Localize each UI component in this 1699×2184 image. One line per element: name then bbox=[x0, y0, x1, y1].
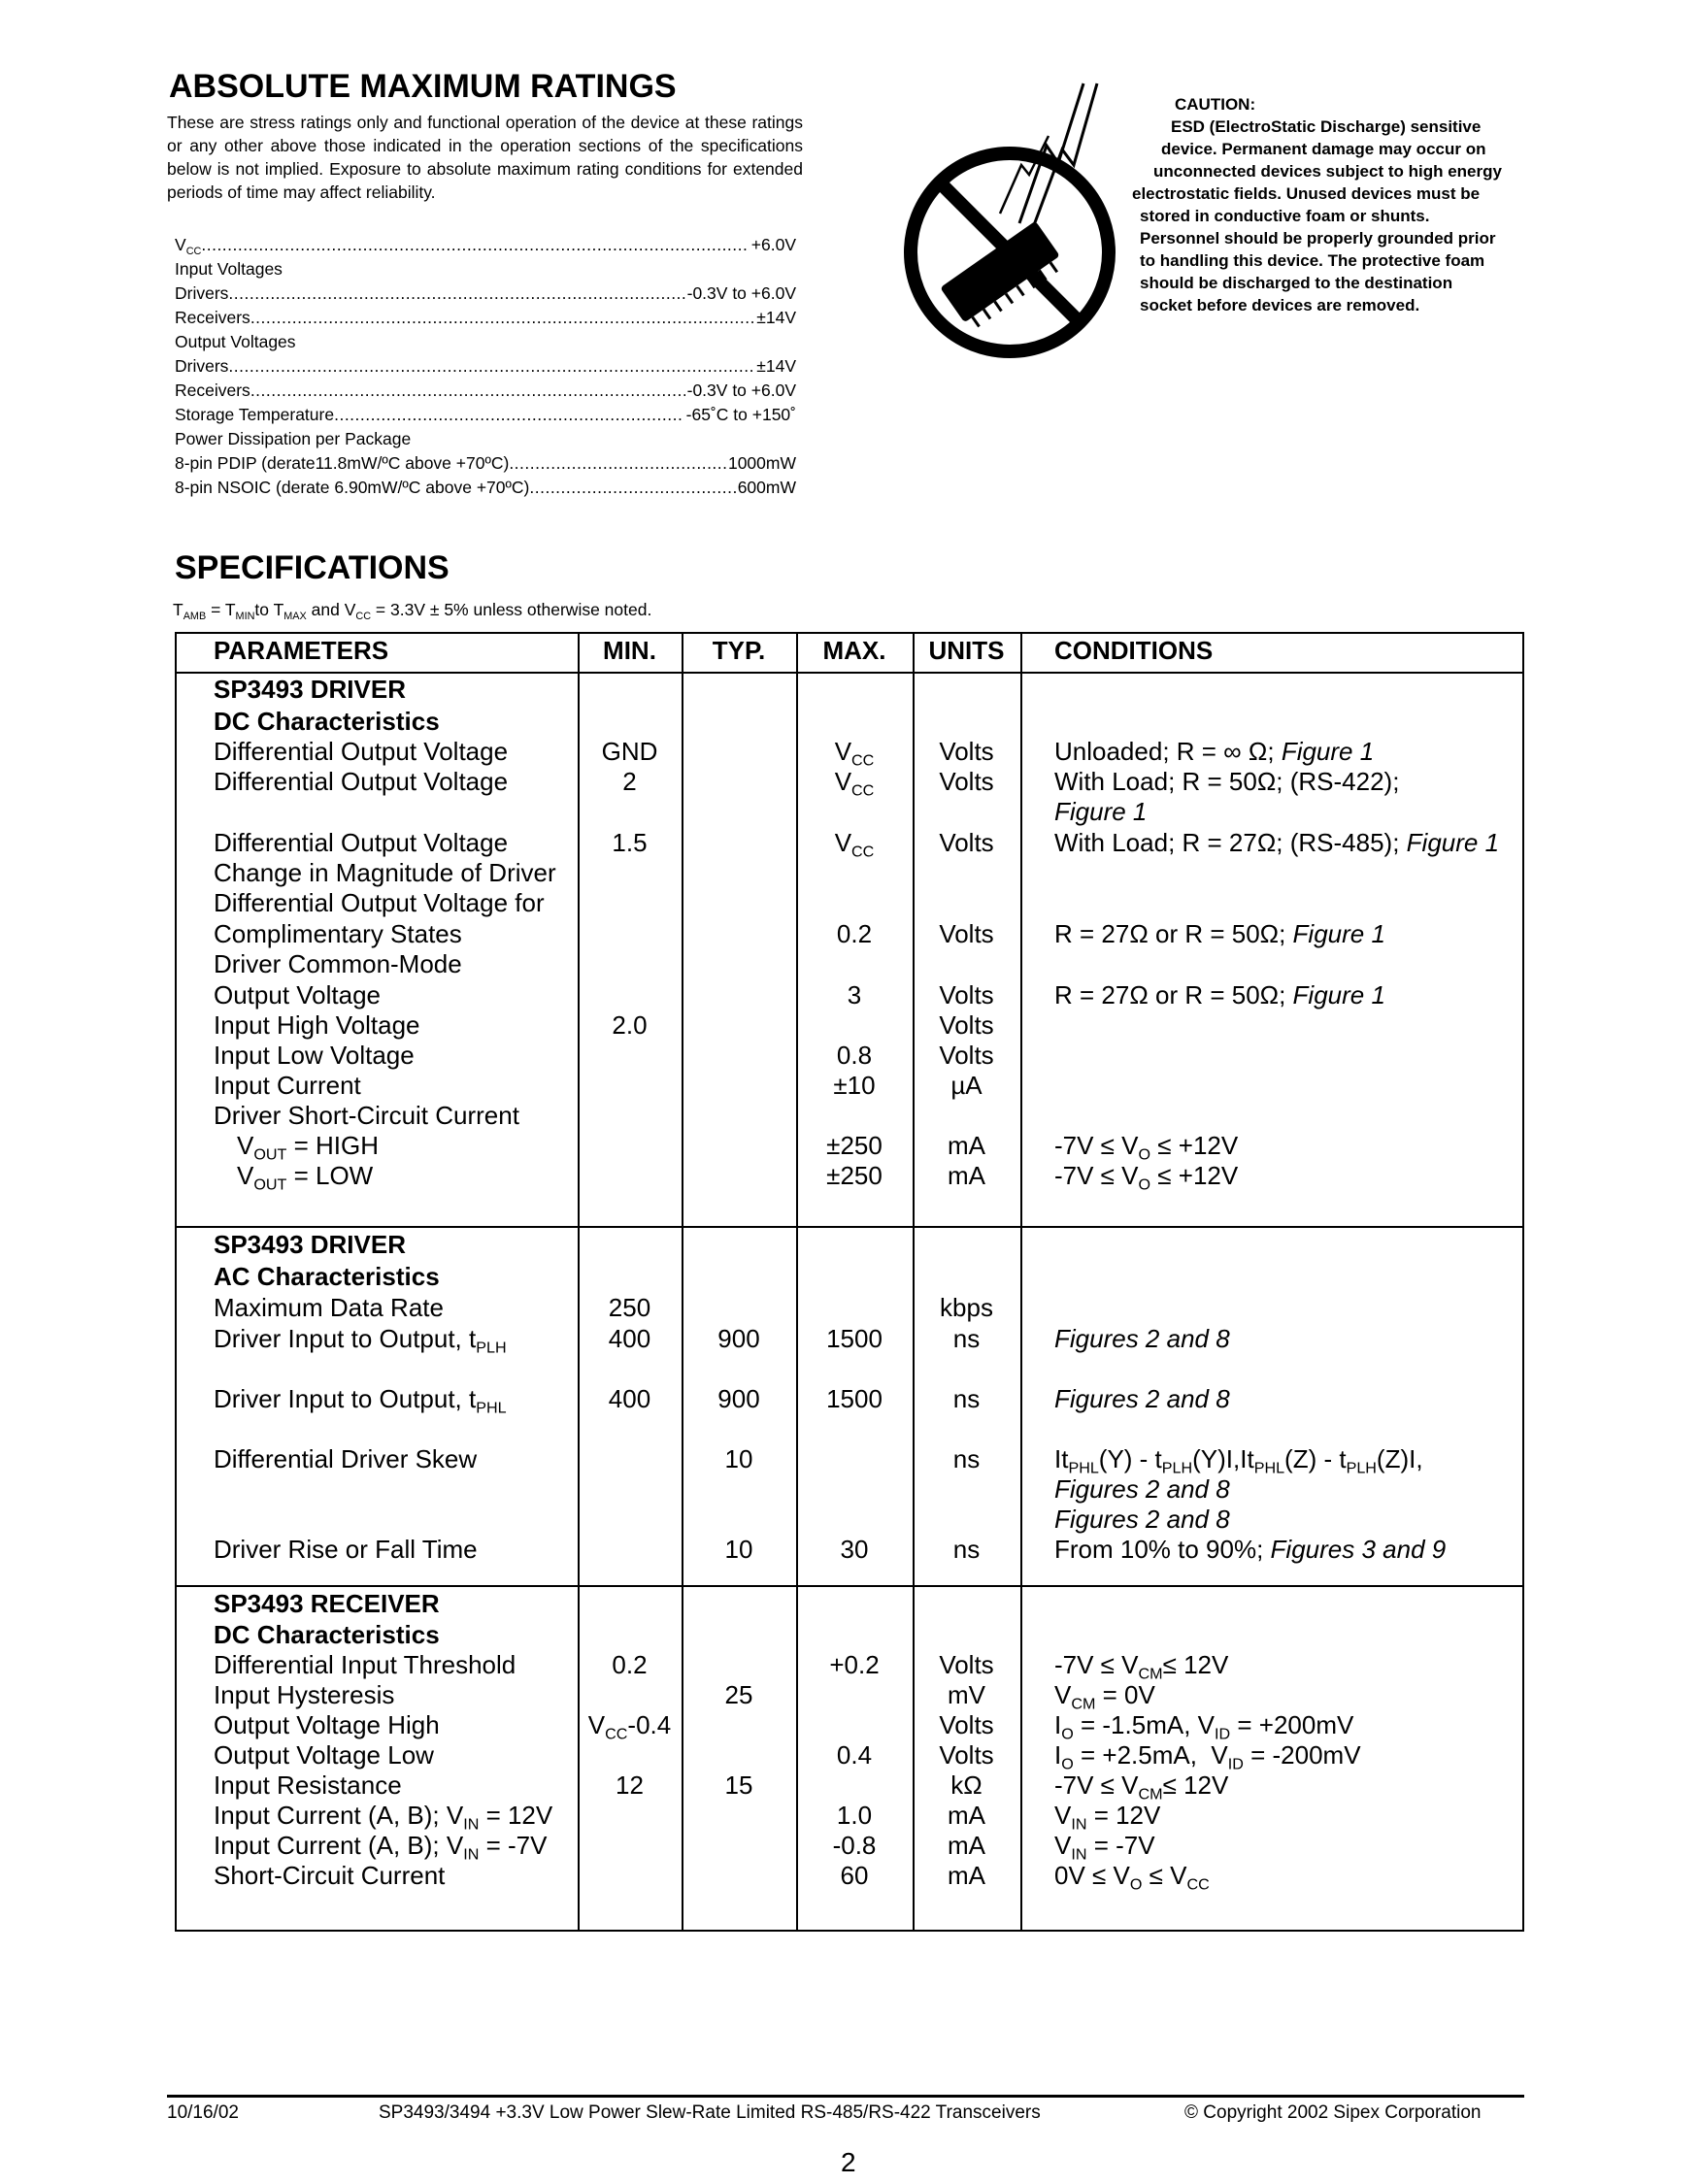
unit-value: ns bbox=[952, 1384, 981, 1413]
caution-line: device. Permanent damage may occur on bbox=[1161, 140, 1486, 158]
rating-label: 8-pin NSOIC (derate 6.90mW/ºC above +70ºC) bbox=[175, 478, 530, 497]
condition-sub: O bbox=[1138, 1145, 1151, 1164]
condition-sub: ID bbox=[1215, 1725, 1231, 1743]
condition-sub: CC bbox=[1186, 1875, 1210, 1894]
ratings-intro: These are stress ratings only and functional operation of the device at these ratings or any other above those indicated in the operation sections of the specifications below is not implied. Exposure to absolute maximum rating conditions for extended periods of time may affect reliability. bbox=[167, 113, 803, 202]
param-sub: OUT bbox=[253, 1145, 287, 1164]
unit-value: Volts bbox=[939, 1710, 994, 1739]
max-value: 1500 bbox=[826, 1384, 883, 1413]
condition bbox=[1054, 1680, 1155, 1713]
condition-text: It bbox=[1054, 1444, 1069, 1473]
param-sub: PLH bbox=[476, 1339, 507, 1357]
condition-sub: IN bbox=[1071, 1845, 1087, 1864]
condition-sub: PHL bbox=[1068, 1459, 1099, 1477]
rating-row bbox=[175, 306, 796, 330]
param-name: Input High Voltage bbox=[214, 1010, 420, 1040]
condition-text: = -200mV bbox=[1243, 1740, 1361, 1770]
condition bbox=[1054, 1801, 1161, 1834]
condition-text: From 10% to 90%; bbox=[1054, 1535, 1271, 1564]
note-text: T bbox=[173, 600, 183, 619]
esd-caution bbox=[1132, 93, 1540, 316]
note-sub: MAX bbox=[283, 610, 307, 622]
param-name: Differential Output Voltage bbox=[214, 828, 509, 857]
param-text: Input Current (A, B); V bbox=[214, 1831, 464, 1860]
row-divider bbox=[177, 1585, 1522, 1587]
param-name bbox=[214, 1384, 507, 1417]
header-min: MIN. bbox=[603, 636, 656, 665]
min-text: V bbox=[587, 1710, 606, 1739]
condition: Figures 2 and 8 bbox=[1054, 1324, 1230, 1353]
rating-row bbox=[175, 451, 796, 476]
rating-vcc bbox=[175, 233, 796, 257]
condition-text: V bbox=[1054, 1680, 1072, 1709]
condition-sub: O bbox=[1061, 1755, 1074, 1773]
condition-text: = +200mV bbox=[1230, 1710, 1354, 1739]
condition-text: ≤ V bbox=[1142, 1861, 1187, 1890]
max-value bbox=[796, 828, 913, 861]
param-name: Maximum Data Rate bbox=[214, 1293, 444, 1322]
section-title: SP3493 DRIVER bbox=[214, 675, 406, 704]
max-value: 0.4 bbox=[836, 1740, 873, 1770]
max-value bbox=[796, 737, 913, 770]
condition bbox=[1054, 1710, 1354, 1743]
param-name: Output Voltage Low bbox=[214, 1740, 434, 1770]
unit-value: mA bbox=[948, 1161, 985, 1190]
rating-label: Receivers bbox=[175, 308, 250, 327]
condition-text: -7V ≤ V bbox=[1054, 1650, 1139, 1679]
ratings-title: ABSOLUTE MAXIMUM RATINGS bbox=[169, 68, 677, 105]
max-sub: CC bbox=[851, 843, 875, 861]
condition bbox=[1054, 980, 1385, 1010]
typ-value: 10 bbox=[724, 1444, 753, 1473]
condition-text: I bbox=[1054, 1740, 1062, 1770]
min-value: 2 bbox=[622, 767, 637, 796]
param-name: Input Low Voltage bbox=[214, 1041, 415, 1070]
max-value bbox=[796, 767, 913, 800]
max-value: ±10 bbox=[833, 1071, 876, 1100]
note-sub: CC bbox=[355, 610, 372, 622]
rating-value: -0.3V to +6.0V bbox=[686, 283, 796, 303]
param-sub: OUT bbox=[253, 1175, 287, 1194]
rating-value: +6.0V bbox=[750, 235, 796, 254]
min-value: 2.0 bbox=[612, 1010, 648, 1040]
rating-row bbox=[175, 403, 796, 427]
param-sub: IN bbox=[463, 1815, 480, 1834]
param-text: Driver Input to Output, t bbox=[214, 1384, 477, 1413]
specs-note bbox=[173, 600, 651, 620]
header-units: UNITS bbox=[928, 636, 1005, 665]
unit-value: Volts bbox=[939, 1041, 994, 1070]
unit-value: Volts bbox=[939, 1740, 994, 1770]
condition-text: ≤ +12V bbox=[1150, 1131, 1239, 1160]
condition-text: (Z)I, bbox=[1376, 1444, 1423, 1473]
unit-value: Volts bbox=[939, 828, 994, 857]
param-text: = 12V bbox=[479, 1801, 553, 1830]
condition-text: 0V ≤ V bbox=[1054, 1861, 1130, 1890]
unit-value: mA bbox=[948, 1831, 985, 1860]
max-value: ±250 bbox=[826, 1161, 883, 1190]
condition-ref: Figures 3 and 9 bbox=[1270, 1535, 1447, 1564]
condition-text: -7V ≤ V bbox=[1054, 1770, 1139, 1800]
min-value bbox=[578, 1710, 682, 1743]
caution-line: should be discharged to the destination bbox=[1140, 274, 1453, 292]
condition bbox=[1054, 919, 1385, 949]
param-name: Change in Magnitude of Driver bbox=[214, 858, 556, 887]
condition bbox=[1054, 1650, 1229, 1683]
note-sub: AMB bbox=[183, 610, 207, 622]
note-text: and V bbox=[306, 600, 356, 619]
rating-label: Receivers bbox=[175, 381, 250, 400]
max-text: V bbox=[834, 828, 852, 857]
condition-text: Unloaded; R = ∞ Ω; bbox=[1054, 737, 1282, 766]
unit-value: ns bbox=[952, 1535, 981, 1564]
footer-date: 10/16/02 bbox=[167, 2102, 239, 2123]
unit-value: ns bbox=[952, 1324, 981, 1353]
param-text: Driver Input to Output, t bbox=[214, 1324, 477, 1353]
rating-row bbox=[175, 354, 796, 379]
rating-label: Drivers bbox=[175, 356, 229, 376]
min-value: 12 bbox=[616, 1770, 644, 1800]
param-name: Differential Output Voltage bbox=[214, 767, 509, 796]
param-sub: PHL bbox=[476, 1399, 507, 1417]
header-conditions: CONDITIONS bbox=[1054, 636, 1214, 665]
condition bbox=[1054, 1161, 1239, 1194]
condition: Figures 2 and 8 bbox=[1054, 1384, 1230, 1413]
max-value: 0.2 bbox=[836, 919, 873, 948]
header-typ: TYP. bbox=[712, 636, 766, 665]
param-text: = HIGH bbox=[286, 1131, 379, 1160]
note-text: = 3.3V ± 5% unless otherwise noted. bbox=[371, 600, 652, 619]
param-name bbox=[237, 1161, 374, 1194]
unit-value: mA bbox=[948, 1131, 985, 1160]
param-name bbox=[214, 1324, 507, 1357]
max-value: 60 bbox=[840, 1861, 869, 1890]
condition-text: I bbox=[1054, 1710, 1062, 1739]
condition bbox=[1054, 1131, 1239, 1164]
condition-text: With Load; R = 27Ω; (RS-485); bbox=[1054, 828, 1407, 857]
rating-label: Storage Temperature bbox=[175, 405, 335, 424]
caution-line: unconnected devices subject to high energy bbox=[1153, 162, 1502, 181]
section-subtitle: AC Characteristics bbox=[214, 1262, 440, 1291]
typ-value: 15 bbox=[724, 1770, 753, 1800]
max-value: +0.2 bbox=[829, 1650, 880, 1679]
column-divider bbox=[682, 634, 683, 1930]
condition-ref: Figures 2 and 8 bbox=[1054, 1474, 1230, 1504]
condition-ref: Figure 1 bbox=[1054, 797, 1148, 826]
min-value: GND bbox=[601, 737, 658, 766]
param-name: Driver Common-Mode bbox=[214, 949, 462, 978]
param-name: Differential Driver Skew bbox=[214, 1444, 478, 1473]
condition bbox=[1054, 1740, 1361, 1773]
rating-value: ±14V bbox=[756, 308, 796, 327]
param-text: V bbox=[237, 1131, 254, 1160]
condition-text: V bbox=[1054, 1831, 1072, 1860]
param-text: V bbox=[237, 1161, 254, 1190]
typ-value: 900 bbox=[717, 1384, 760, 1413]
column-divider bbox=[1020, 634, 1022, 1930]
row-divider bbox=[177, 1226, 1522, 1228]
rating-heading: Output Voltages bbox=[175, 332, 296, 351]
param-name: Input Hysteresis bbox=[214, 1680, 395, 1709]
unit-value: mA bbox=[948, 1861, 985, 1890]
ratings-list bbox=[175, 233, 796, 500]
min-value: 250 bbox=[608, 1293, 651, 1322]
param-name: Output Voltage bbox=[214, 980, 382, 1009]
rating-label: 8-pin PDIP (derate11.8mW/ºC above +70ºC) bbox=[175, 453, 510, 473]
footer-document-title: SP3493/3494 +3.3V Low Power Slew-Rate Limited RS-485/RS-422 Transceivers bbox=[379, 2102, 1041, 2123]
page-number: 2 bbox=[841, 2147, 856, 2177]
param-name bbox=[214, 1801, 553, 1834]
condition-text: = 12V bbox=[1086, 1801, 1161, 1830]
condition bbox=[1054, 1770, 1228, 1801]
max-text: V bbox=[834, 737, 852, 766]
min-value: 400 bbox=[608, 1324, 651, 1353]
param-name: Short-Circuit Current bbox=[214, 1861, 446, 1890]
max-value: 30 bbox=[840, 1535, 869, 1564]
condition-sub: O bbox=[1138, 1175, 1151, 1194]
row-divider bbox=[177, 672, 1522, 674]
rating-label-sub: CC bbox=[185, 245, 202, 257]
param-text: Input Current (A, B); V bbox=[214, 1801, 464, 1830]
condition-sub: CM bbox=[1071, 1695, 1096, 1713]
condition-sub: O bbox=[1129, 1875, 1143, 1894]
max-value: -0.8 bbox=[832, 1831, 877, 1860]
param-name: Differential Input Threshold bbox=[214, 1650, 516, 1679]
param-name bbox=[214, 1831, 548, 1864]
condition-text: V bbox=[1054, 1801, 1072, 1830]
section-subtitle: DC Characteristics bbox=[214, 707, 440, 736]
unit-value: mA bbox=[948, 1801, 985, 1830]
condition bbox=[1054, 1444, 1423, 1477]
note-text: to T bbox=[254, 600, 284, 619]
condition bbox=[1054, 1535, 1446, 1565]
param-name: Output Voltage High bbox=[214, 1710, 440, 1739]
condition-text: = +2.5mA, V bbox=[1073, 1740, 1228, 1770]
note-sub: MIN bbox=[235, 610, 255, 622]
param-name: Complimentary States bbox=[214, 919, 462, 948]
unit-value: ns bbox=[952, 1444, 981, 1473]
condition-text: ≤ 12V bbox=[1162, 1650, 1229, 1679]
section-subtitle: DC Characteristics bbox=[214, 1620, 440, 1649]
unit-value: Volts bbox=[939, 737, 994, 766]
max-value: 1.0 bbox=[836, 1801, 873, 1830]
param-text: = -7V bbox=[479, 1831, 548, 1860]
min-value: 0.2 bbox=[612, 1650, 648, 1679]
unit-value: µA bbox=[950, 1071, 983, 1100]
unit-value: Volts bbox=[939, 1650, 994, 1679]
condition bbox=[1054, 828, 1499, 858]
condition: With Load; R = 50Ω; (RS-422); bbox=[1054, 767, 1400, 796]
min-sub: CC bbox=[605, 1725, 628, 1743]
caution-title: CAUTION: bbox=[1175, 95, 1256, 114]
rating-label: V bbox=[175, 235, 186, 254]
typ-value: 25 bbox=[724, 1680, 753, 1709]
param-name: Input Current bbox=[214, 1071, 361, 1100]
footer-copyright: © Copyright 2002 Sipex Corporation bbox=[1184, 2102, 1482, 2123]
rating-value: -0.3V to +6.0V bbox=[686, 381, 796, 400]
unit-value: Volts bbox=[939, 980, 994, 1009]
rating-row bbox=[175, 379, 796, 403]
rating-value: -65˚C to +150˚ bbox=[685, 405, 796, 424]
specifications-table bbox=[175, 632, 1524, 1932]
condition-sub: PHL bbox=[1253, 1459, 1285, 1477]
condition-ref: Figure 1 bbox=[1292, 919, 1385, 948]
rating-value: 600mW bbox=[737, 478, 796, 497]
rating-row bbox=[175, 476, 796, 500]
condition-text: (Z) - t bbox=[1284, 1444, 1347, 1473]
condition bbox=[1054, 1831, 1155, 1864]
min-text: -0.4 bbox=[627, 1710, 672, 1739]
caution-line: stored in conductive foam or shunts. bbox=[1140, 207, 1430, 225]
rating-row bbox=[175, 281, 796, 306]
condition-sub: CM bbox=[1138, 1665, 1163, 1683]
param-name: Differential Output Voltage bbox=[214, 737, 509, 766]
section-title: SP3493 RECEIVER bbox=[214, 1589, 440, 1618]
condition-text: R = 27Ω or R = 50Ω; bbox=[1054, 919, 1293, 948]
rating-heading: Input Voltages bbox=[175, 259, 283, 279]
max-text: V bbox=[834, 767, 852, 796]
condition-ref: Figure 1 bbox=[1406, 828, 1500, 857]
rating-value: ±14V bbox=[756, 356, 796, 376]
rating-heading: Power Dissipation per Package bbox=[175, 429, 412, 448]
condition-sub: IN bbox=[1071, 1815, 1087, 1834]
condition-text: R = 27Ω or R = 50Ω; bbox=[1054, 980, 1293, 1009]
caution-line: ESD (ElectroStatic Discharge) sensitive bbox=[1171, 117, 1482, 136]
unit-value: mV bbox=[948, 1680, 985, 1709]
condition-sub: ID bbox=[1227, 1755, 1244, 1773]
param-name: Differential Output Voltage for bbox=[214, 888, 545, 917]
condition-text: ≤ +12V bbox=[1150, 1161, 1239, 1190]
condition-text: = -1.5mA, V bbox=[1073, 1710, 1215, 1739]
condition-sub: CM bbox=[1138, 1785, 1163, 1803]
max-sub: CC bbox=[851, 751, 875, 770]
param-name: Driver Short-Circuit Current bbox=[214, 1101, 519, 1130]
condition-text: = 0V bbox=[1095, 1680, 1155, 1709]
condition-ref: Figure 1 bbox=[1281, 737, 1375, 766]
typ-value: 900 bbox=[717, 1324, 760, 1353]
caution-line: socket before devices are removed. bbox=[1140, 296, 1420, 314]
param-name: Input Resistance bbox=[214, 1770, 402, 1800]
condition-text: (Y) - t bbox=[1098, 1444, 1162, 1473]
header-parameters: PARAMETERS bbox=[214, 636, 389, 665]
condition-text: ≤ 12V bbox=[1162, 1770, 1229, 1800]
header-max: MAX. bbox=[822, 636, 886, 665]
note-text: = T bbox=[206, 600, 236, 619]
param-text: = LOW bbox=[286, 1161, 374, 1190]
max-value: 3 bbox=[847, 980, 862, 1009]
specs-title: SPECIFICATIONS bbox=[175, 549, 450, 586]
max-value: 1500 bbox=[826, 1324, 883, 1353]
section-title: SP3493 DRIVER bbox=[214, 1230, 406, 1259]
caution-line: to handling this device. The protective foam bbox=[1140, 251, 1485, 270]
footer-rule bbox=[167, 2095, 1524, 2098]
param-name bbox=[237, 1131, 379, 1164]
rating-value: 1000mW bbox=[727, 453, 796, 473]
condition bbox=[1054, 737, 1374, 767]
condition bbox=[1054, 1861, 1210, 1894]
caution-line: electrostatic fields. Unused devices must be bbox=[1132, 184, 1481, 203]
param-name: Driver Rise or Fall Time bbox=[214, 1535, 478, 1564]
condition-ref: Figures 2 and 8 bbox=[1054, 1505, 1230, 1534]
param-sub: IN bbox=[463, 1845, 480, 1864]
condition-text: = -7V bbox=[1086, 1831, 1155, 1860]
condition-text: -7V ≤ V bbox=[1054, 1131, 1139, 1160]
unit-value: kΩ bbox=[950, 1770, 983, 1800]
min-value: 1.5 bbox=[612, 828, 648, 857]
typ-value: 10 bbox=[724, 1535, 753, 1564]
condition-sub: PLH bbox=[1161, 1459, 1193, 1477]
rating-label: Drivers bbox=[175, 283, 229, 303]
condition-sub: PLH bbox=[1346, 1459, 1377, 1477]
condition-sub: O bbox=[1061, 1725, 1074, 1743]
min-value: 400 bbox=[608, 1384, 651, 1413]
caution-line: Personnel should be properly grounded prior bbox=[1140, 229, 1496, 248]
condition-text: -7V ≤ V bbox=[1054, 1161, 1139, 1190]
max-value: 0.8 bbox=[836, 1041, 873, 1070]
unit-value: Volts bbox=[939, 919, 994, 948]
unit-value: Volts bbox=[939, 1010, 994, 1040]
max-sub: CC bbox=[851, 781, 875, 800]
unit-value: kbps bbox=[940, 1293, 993, 1322]
max-value: ±250 bbox=[826, 1131, 883, 1160]
condition-ref: Figure 1 bbox=[1292, 980, 1385, 1009]
unit-value: Volts bbox=[939, 767, 994, 796]
condition-text: (Y)I,It bbox=[1192, 1444, 1254, 1473]
